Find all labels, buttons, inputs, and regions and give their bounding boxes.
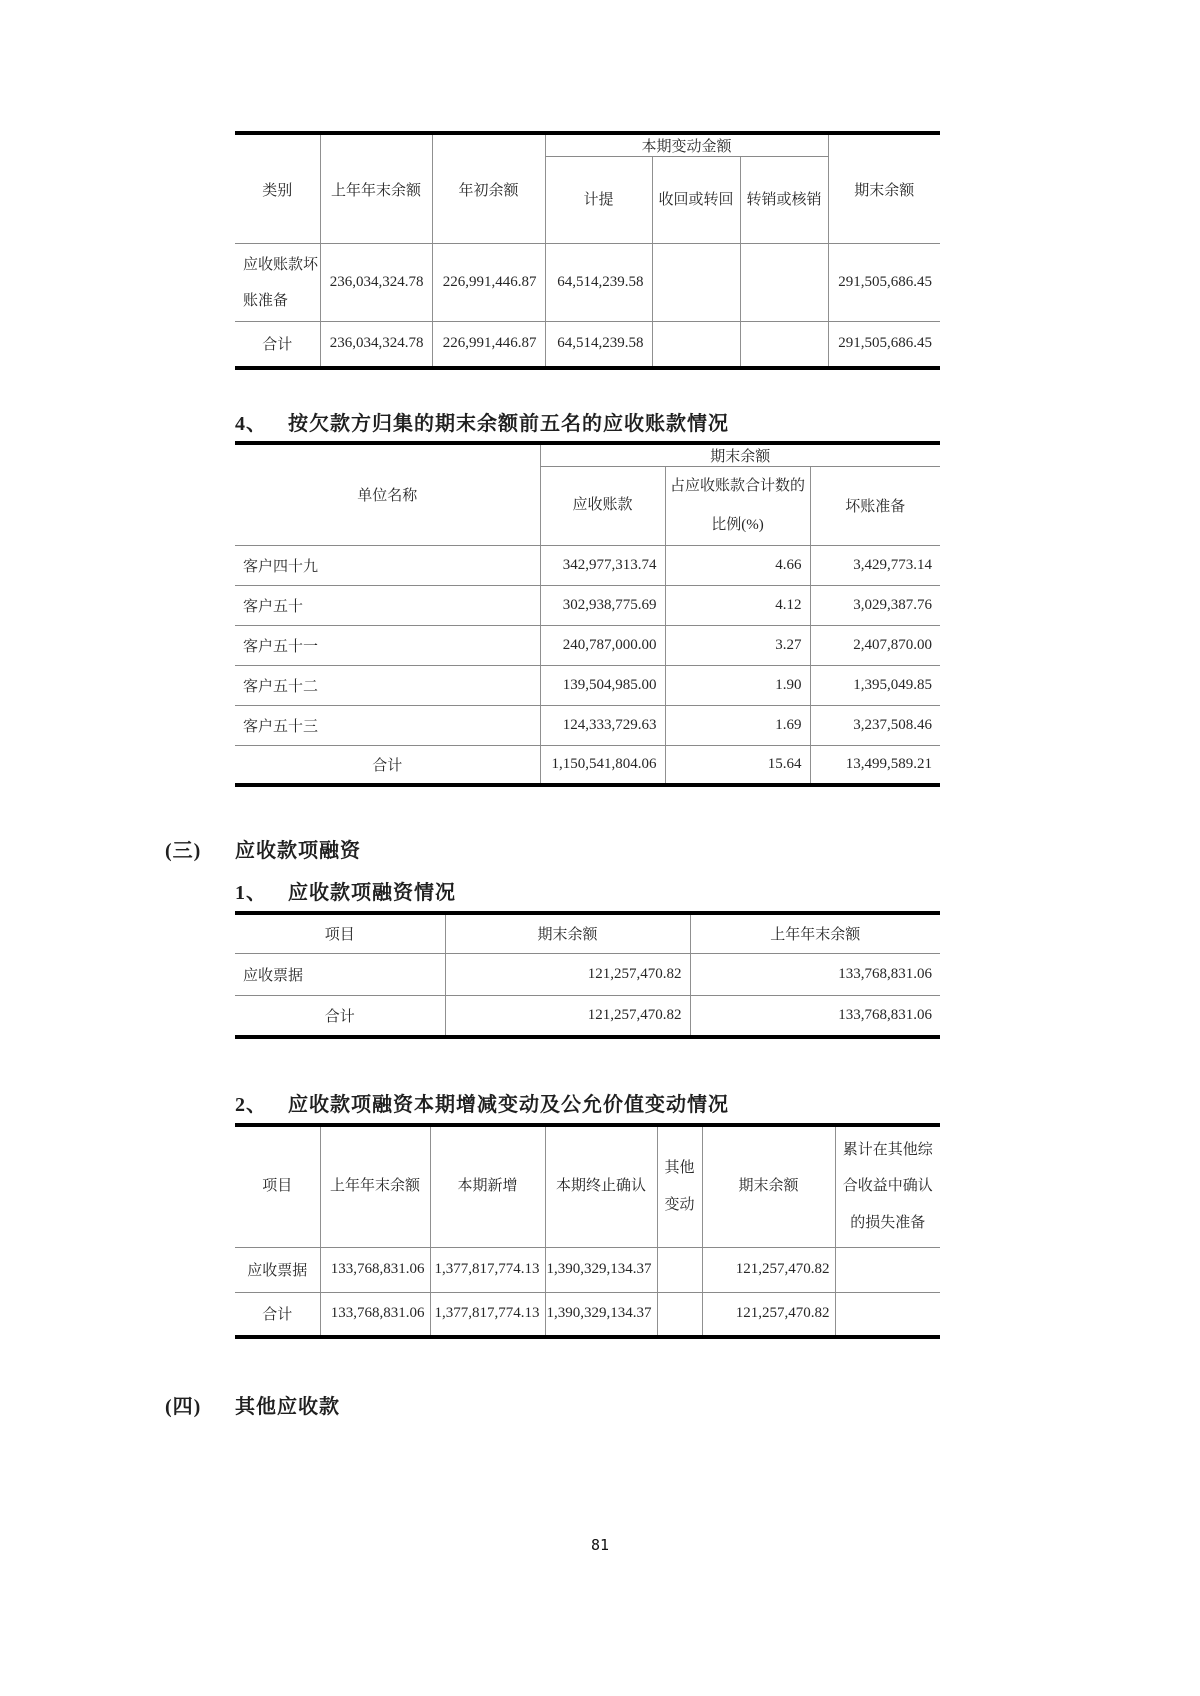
cell-period-end: 291,505,686.45: [828, 244, 940, 322]
cell-period-end: 121,257,470.82: [445, 953, 690, 995]
cell-ratio: 4.12: [665, 585, 810, 625]
table-header-row: [235, 133, 940, 157]
header-ar: 应收账款: [540, 466, 665, 545]
cell-category: 应收账款坏账准备: [235, 244, 320, 322]
heading-title: 应收款项融资情况: [288, 882, 456, 904]
section-heading-financing-status: [235, 881, 945, 905]
cell-item: 应收票据: [235, 1247, 320, 1292]
cell-period-end: 121,257,470.82: [702, 1247, 835, 1292]
cell-prev-year-end: 133,768,831.06: [690, 953, 940, 995]
cell-loss-reserve: [835, 1292, 940, 1337]
header-period-end: 期末余额: [828, 133, 940, 244]
table-total-row: [235, 1292, 940, 1337]
table-total-row: [235, 995, 940, 1037]
section-heading-financing-movement: [235, 1093, 945, 1117]
table-row: [235, 665, 940, 705]
cell-bad-debt: 1,395,049.85: [810, 665, 940, 705]
heading-number: 4、: [235, 412, 267, 435]
header-year-begin: 年初余额: [432, 133, 545, 244]
section-heading-other-receivables: [165, 1395, 945, 1419]
table-header-row: [235, 913, 940, 953]
cell-bad-debt: 2,407,870.00: [810, 625, 940, 665]
header-item: 项目: [235, 1125, 320, 1247]
cell-ratio: 1.90: [665, 665, 810, 705]
cell-unit-name: 客户四十九: [235, 545, 540, 585]
receivables-financing-table: [235, 911, 940, 1039]
top5-receivables-table: [235, 441, 940, 788]
bad-debt-provision-table: [235, 131, 940, 370]
section-heading-financing: [165, 839, 945, 863]
cell-unit-name: 客户五十一: [235, 625, 540, 665]
cell-recover: [652, 244, 740, 322]
cell-ar: 240,787,000.00: [540, 625, 665, 665]
cell-item: 合计: [235, 995, 445, 1037]
heading-title: 按欠款方归集的期末余额前五名的应收账款情况: [288, 412, 729, 435]
cell-ratio: 3.27: [665, 625, 810, 665]
table-header-row: [235, 1125, 940, 1247]
header-period-end-group: 期末余额: [540, 443, 940, 467]
cell-bad-debt: 3,429,773.14: [810, 545, 940, 585]
table-row: [235, 953, 940, 995]
page-number: 81: [590, 1536, 610, 1554]
header-current-change-group: 本期变动金额: [545, 133, 828, 157]
header-writeoff: 转销或核销: [740, 157, 828, 244]
cell-writeoff: [740, 322, 828, 368]
cell-ratio: 4.66: [665, 545, 810, 585]
cell-other-change: [657, 1247, 702, 1292]
header-derecognized: 本期终止确认: [545, 1125, 657, 1247]
cell-period-end: 121,257,470.82: [445, 995, 690, 1037]
heading-title: 应收款项融资: [235, 840, 361, 862]
header-period-end: 期末余额: [702, 1125, 835, 1247]
cell-item: 合计: [235, 1292, 320, 1337]
table-header-row: [235, 443, 940, 467]
table-row: [235, 705, 940, 745]
cell-ar: 124,333,729.63: [540, 705, 665, 745]
header-bad-debt: 坏账准备: [810, 466, 940, 545]
table-row: [235, 545, 940, 585]
header-accrual: 计提: [545, 157, 652, 244]
header-prev-year-end: 上年年末余额: [320, 133, 432, 244]
cell-derecognized: 1,390,329,134.37: [545, 1292, 657, 1337]
cell-writeoff: [740, 244, 828, 322]
cell-unit-name: 客户五十: [235, 585, 540, 625]
cell-prev-year-end: 236,034,324.78: [320, 244, 432, 322]
cell-ar: 1,150,541,804.06: [540, 745, 665, 785]
header-other-change: 其他变动: [657, 1125, 702, 1247]
heading-number: 1、: [235, 882, 267, 904]
cell-prev-year-end: 133,768,831.06: [320, 1292, 430, 1337]
header-item: 项目: [235, 913, 445, 953]
cell-ratio: 15.64: [665, 745, 810, 785]
cell-accrual: 64,514,239.58: [545, 322, 652, 368]
table-row: [235, 1247, 940, 1292]
table-row: [235, 244, 940, 322]
cell-added: 1,377,817,774.13: [430, 1292, 545, 1337]
header-unit-name: 单位名称: [235, 443, 540, 546]
cell-ar: 139,504,985.00: [540, 665, 665, 705]
heading-title: 应收款项融资本期增减变动及公允价值变动情况: [288, 1094, 729, 1116]
cell-bad-debt: 13,499,589.21: [810, 745, 940, 785]
cell-period-end: 291,505,686.45: [828, 322, 940, 368]
financing-movement-table: [235, 1123, 940, 1339]
section-heading-top5: [235, 412, 945, 436]
cell-unit-name: 合计: [235, 745, 540, 785]
cell-prev-year-end: 133,768,831.06: [320, 1247, 430, 1292]
cell-unit-name: 客户五十二: [235, 665, 540, 705]
cell-bad-debt: 3,237,508.46: [810, 705, 940, 745]
header-loss-reserve: 累计在其他综合收益中确认的损失准备: [835, 1125, 940, 1247]
header-ratio: 占应收账款合计数的比例(%): [665, 466, 810, 545]
cell-period-end: 121,257,470.82: [702, 1292, 835, 1337]
cell-bad-debt: 3,029,387.76: [810, 585, 940, 625]
cell-prev-year-end: 133,768,831.06: [690, 995, 940, 1037]
cell-year-begin: 226,991,446.87: [432, 322, 545, 368]
page-content: [165, 0, 945, 1419]
cell-recover: [652, 322, 740, 368]
table-total-row: [235, 745, 940, 785]
header-category: 类别: [235, 133, 320, 244]
heading-number: (三): [165, 840, 202, 862]
cell-category: 合计: [235, 322, 320, 368]
cell-loss-reserve: [835, 1247, 940, 1292]
header-prev-year-end: 上年年末余额: [690, 913, 940, 953]
cell-accrual: 64,514,239.58: [545, 244, 652, 322]
cell-prev-year-end: 236,034,324.78: [320, 322, 432, 368]
table-row: [235, 585, 940, 625]
heading-number: 2、: [235, 1094, 267, 1116]
cell-unit-name: 客户五十三: [235, 705, 540, 745]
cell-ratio: 1.69: [665, 705, 810, 745]
table-total-row: [235, 322, 940, 368]
cell-derecognized: 1,390,329,134.37: [545, 1247, 657, 1292]
cell-year-begin: 226,991,446.87: [432, 244, 545, 322]
header-added: 本期新增: [430, 1125, 545, 1247]
header-recover: 收回或转回: [652, 157, 740, 244]
cell-item: 应收票据: [235, 953, 445, 995]
table-row: [235, 625, 940, 665]
header-period-end: 期末余额: [445, 913, 690, 953]
cell-ar: 342,977,313.74: [540, 545, 665, 585]
heading-number: (四): [165, 1396, 202, 1418]
cell-other-change: [657, 1292, 702, 1337]
heading-title: 其他应收款: [235, 1396, 340, 1418]
header-prev-year-end: 上年年末余额: [320, 1125, 430, 1247]
cell-added: 1,377,817,774.13: [430, 1247, 545, 1292]
cell-ar: 302,938,775.69: [540, 585, 665, 625]
